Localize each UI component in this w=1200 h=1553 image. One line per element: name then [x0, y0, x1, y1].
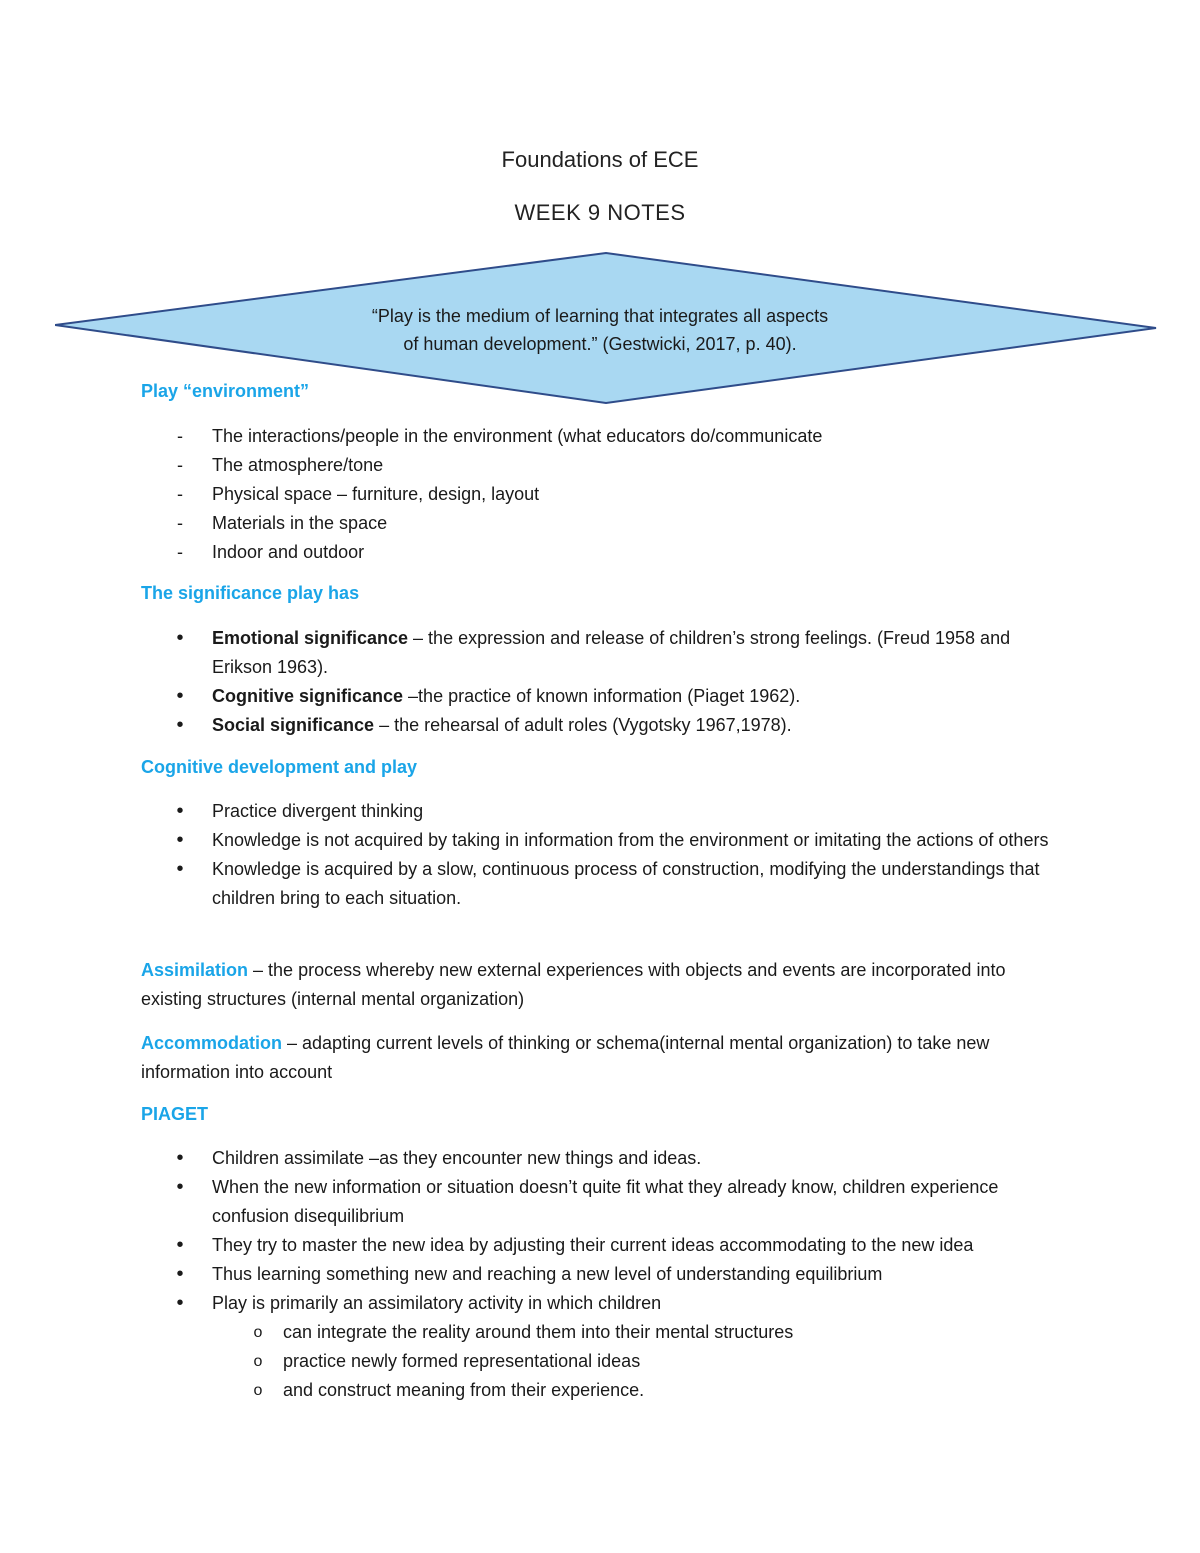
cognitive-list — [0, 797, 1200, 913]
list-item — [0, 422, 1072, 451]
list-item — [0, 855, 1072, 913]
list-item — [0, 624, 1072, 682]
list-item-text: Play is primarily an assimilatory activity in which children — [212, 1293, 662, 1313]
bullet-marker: • — [176, 1147, 184, 1169]
bullet-marker: • — [176, 829, 184, 851]
list-item-text: The interactions/people in the environment (what educators do/communicate — [212, 426, 823, 446]
list-item — [0, 509, 1072, 538]
heading-cognitive-development: Cognitive development and play — [141, 757, 418, 777]
page-title: Foundations of ECE — [501, 147, 699, 172]
piaget-list — [0, 1144, 1200, 1405]
circle-marker: o — [253, 1353, 263, 1370]
accommodation-term: Accommodation — [141, 1033, 283, 1053]
bullet-marker: • — [176, 800, 184, 822]
heading-significance: The significance play has — [141, 583, 360, 603]
bullet-marker: • — [176, 714, 184, 736]
list-item — [0, 1173, 1072, 1231]
list-item-text: Materials in the space — [212, 513, 388, 533]
dash-marker: - — [177, 484, 183, 504]
bullet-marker: • — [176, 1234, 184, 1256]
quote-text — [330, 302, 870, 358]
sub-list-item-text: practice newly formed representational ideas — [283, 1351, 641, 1371]
sub-list-item — [0, 1376, 1083, 1405]
list-item-text: The atmosphere/tone — [212, 455, 384, 475]
dash-marker: - — [177, 426, 183, 446]
page-subtitle: WEEK 9 NOTES — [514, 200, 686, 225]
bullet-marker: • — [176, 858, 184, 880]
list-item — [0, 682, 1072, 711]
play-environment-list — [0, 422, 1200, 567]
list-item-text: Physical space – furniture, design, layout — [212, 484, 540, 504]
list-item — [0, 1231, 1132, 1260]
list-item-text: Knowledge is acquired by a slow, continuous process of construction, modifying the understandings that children bring to each situation. — [212, 859, 1040, 908]
quote-line-2: of human development.” (Gestwicki, 2017, p. 40). — [403, 334, 797, 354]
list-item-text: When the new information or situation doesn’t quite fit what they already know, children experience confusion disequilibrium — [212, 1177, 999, 1226]
sub-list-item-text: and construct meaning from their experience. — [283, 1380, 645, 1400]
list-item-text: – the expression and release of children’s strong feelings. (Freud 1958 and Erikson 1963). — [212, 628, 1011, 677]
dash-marker: - — [177, 542, 183, 562]
list-item-term: Emotional significance — [212, 628, 409, 648]
list-item — [0, 711, 1072, 740]
list-item — [0, 1260, 1072, 1289]
list-item-text: Knowledge is not acquired by taking in information from the environment or imitating the actions of others — [212, 830, 1049, 850]
heading-play-environment: Play “environment” — [141, 381, 310, 401]
list-item — [0, 826, 1072, 855]
list-item-text: – the rehearsal of adult roles (Vygotsky 1967,1978). — [374, 715, 792, 735]
list-item-text: Practice divergent thinking — [212, 801, 424, 821]
assimilation-paragraph — [141, 956, 1061, 1014]
circle-marker: o — [253, 1382, 263, 1399]
list-item-text: Indoor and outdoor — [212, 542, 365, 562]
bullet-marker: • — [176, 685, 184, 707]
list-item — [0, 1144, 1072, 1173]
sub-list-item — [0, 1318, 1083, 1347]
list-item — [0, 451, 1072, 480]
list-item — [0, 480, 1072, 509]
assimilation-term: Assimilation — [141, 960, 249, 980]
list-item-text: They try to master the new idea by adjusting their current ideas accommodating to the new idea — [212, 1235, 974, 1255]
list-item-text: Thus learning something new and reaching a new level of understanding equilibrium — [212, 1264, 883, 1284]
list-item-term: Social significance — [212, 715, 375, 735]
accommodation-paragraph — [141, 1029, 1061, 1087]
heading-piaget: PIAGET — [141, 1104, 209, 1124]
list-item — [0, 797, 1072, 826]
bullet-marker: • — [176, 1176, 184, 1198]
quote-line-1: “Play is the medium of learning that integrates all aspects — [371, 306, 829, 326]
assimilation-text: – the process whereby new external experiences with objects and events are incorporated into existing structures (internal mental organization) — [141, 960, 1006, 1009]
list-item-text: –the practice of known information (Piaget 1962). — [403, 686, 801, 706]
dash-marker: - — [177, 455, 183, 475]
bullet-marker: • — [176, 627, 184, 649]
sub-list-item-text: can integrate the reality around them into their mental structures — [283, 1322, 794, 1342]
list-item — [0, 1289, 1072, 1318]
bullet-marker: • — [176, 1292, 184, 1314]
list-item-text: Children assimilate –as they encounter new things and ideas. — [212, 1148, 702, 1168]
accommodation-text: – adapting current levels of thinking or schema(internal mental organization) to take new information into account — [141, 1033, 990, 1082]
dash-marker: - — [177, 513, 183, 533]
circle-marker: o — [253, 1324, 263, 1341]
bullet-marker: • — [176, 1263, 184, 1285]
list-item — [0, 538, 1072, 567]
significance-list — [0, 624, 1200, 740]
list-item-term: Cognitive significance — [212, 686, 404, 706]
sub-list-item — [0, 1347, 1083, 1376]
